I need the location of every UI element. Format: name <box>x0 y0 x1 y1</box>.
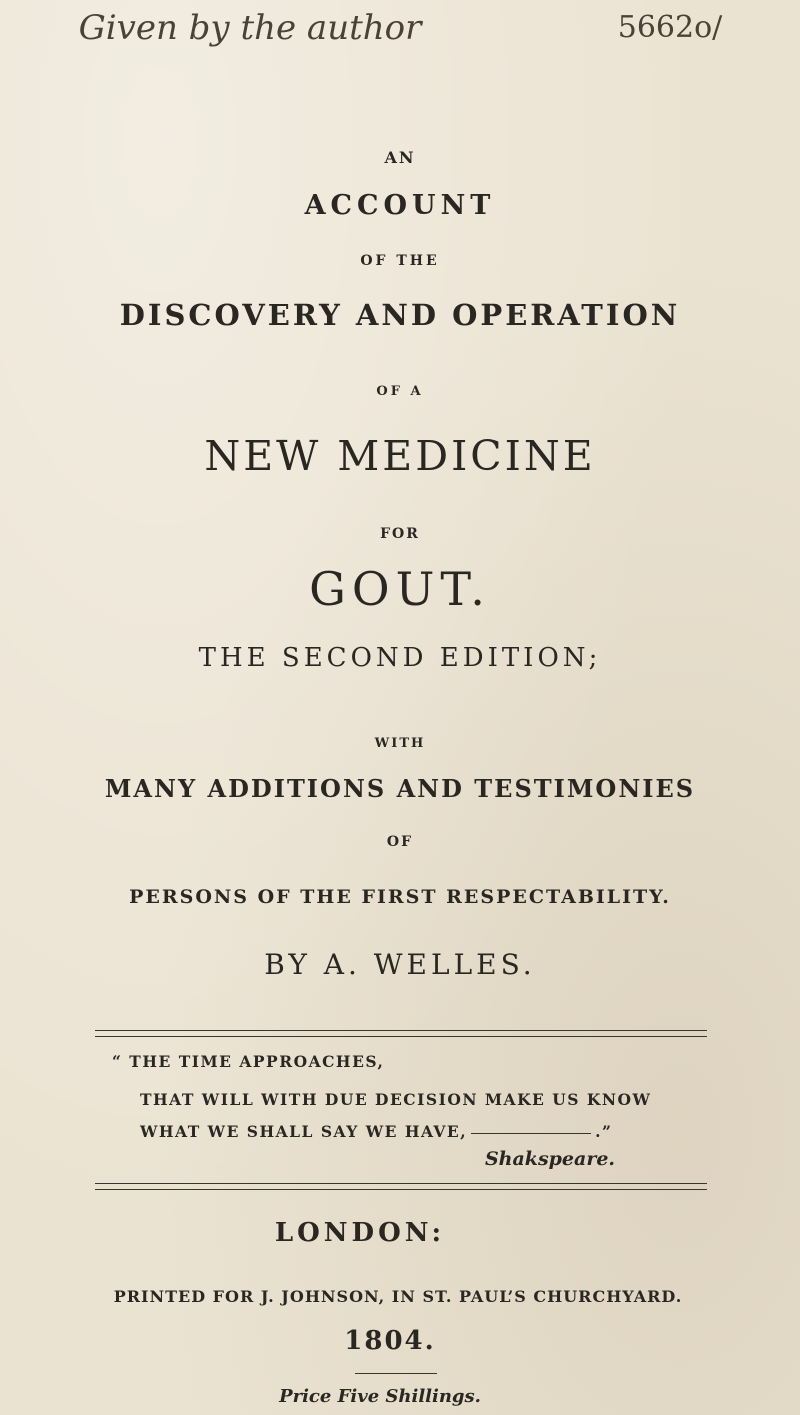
imprint-rule <box>355 1373 437 1374</box>
title-an: AN <box>384 148 416 167</box>
epigraph-line-1: “ THE TIME APPROACHES, <box>112 1052 385 1071</box>
title-persons: PERSONS OF THE FIRST RESPECTABILITY. <box>129 886 671 908</box>
title-gout: GOUT. <box>309 562 491 616</box>
handwritten-inscription: Given by the author <box>78 8 422 48</box>
title-with: WITH <box>374 736 426 751</box>
title-additions: MANY ADDITIONS AND TESTIMONIES <box>104 774 696 803</box>
title-new-medicine: NEW MEDICINE <box>204 432 596 480</box>
title-edition: THE SECOND EDITION; <box>198 643 602 673</box>
shelfmark: 5662o/ <box>617 10 723 45</box>
epigraph-line-3 <box>140 1122 612 1141</box>
title-of-the: OF THE <box>360 253 440 269</box>
rule-bottom-double-2 <box>95 1189 707 1190</box>
epigraph-dash <box>471 1133 591 1134</box>
imprint-price: Price Five Shillings. <box>279 1386 481 1407</box>
imprint-year: 1804. <box>344 1326 436 1356</box>
imprint-city: LONDON: <box>274 1218 446 1248</box>
rule-top-double-1 <box>95 1030 707 1031</box>
epigraph-line-3-text: WHAT WE SHALL SAY WE HAVE, <box>140 1122 468 1141</box>
epigraph-attribution: Shakspeare. <box>484 1148 616 1170</box>
rule-top-double-2 <box>95 1036 707 1037</box>
title-of-a: OF A <box>376 384 424 399</box>
title-author: BY A. WELLES. <box>264 948 536 981</box>
title-account: ACCOUNT <box>304 190 496 221</box>
title-of: OF <box>386 834 414 850</box>
epigraph-line-3-end: .” <box>595 1122 613 1141</box>
epigraph-line-2: THAT WILL WITH DUE DECISION MAKE US KNOW <box>140 1090 652 1109</box>
title-for: FOR <box>380 526 420 542</box>
rule-bottom-double-1 <box>95 1183 707 1184</box>
imprint-printer: PRINTED FOR J. JOHNSON, IN ST. PAUL’S CHURCHYARD. <box>113 1287 683 1306</box>
title-discovery: DISCOVERY AND OPERATION <box>119 298 681 332</box>
